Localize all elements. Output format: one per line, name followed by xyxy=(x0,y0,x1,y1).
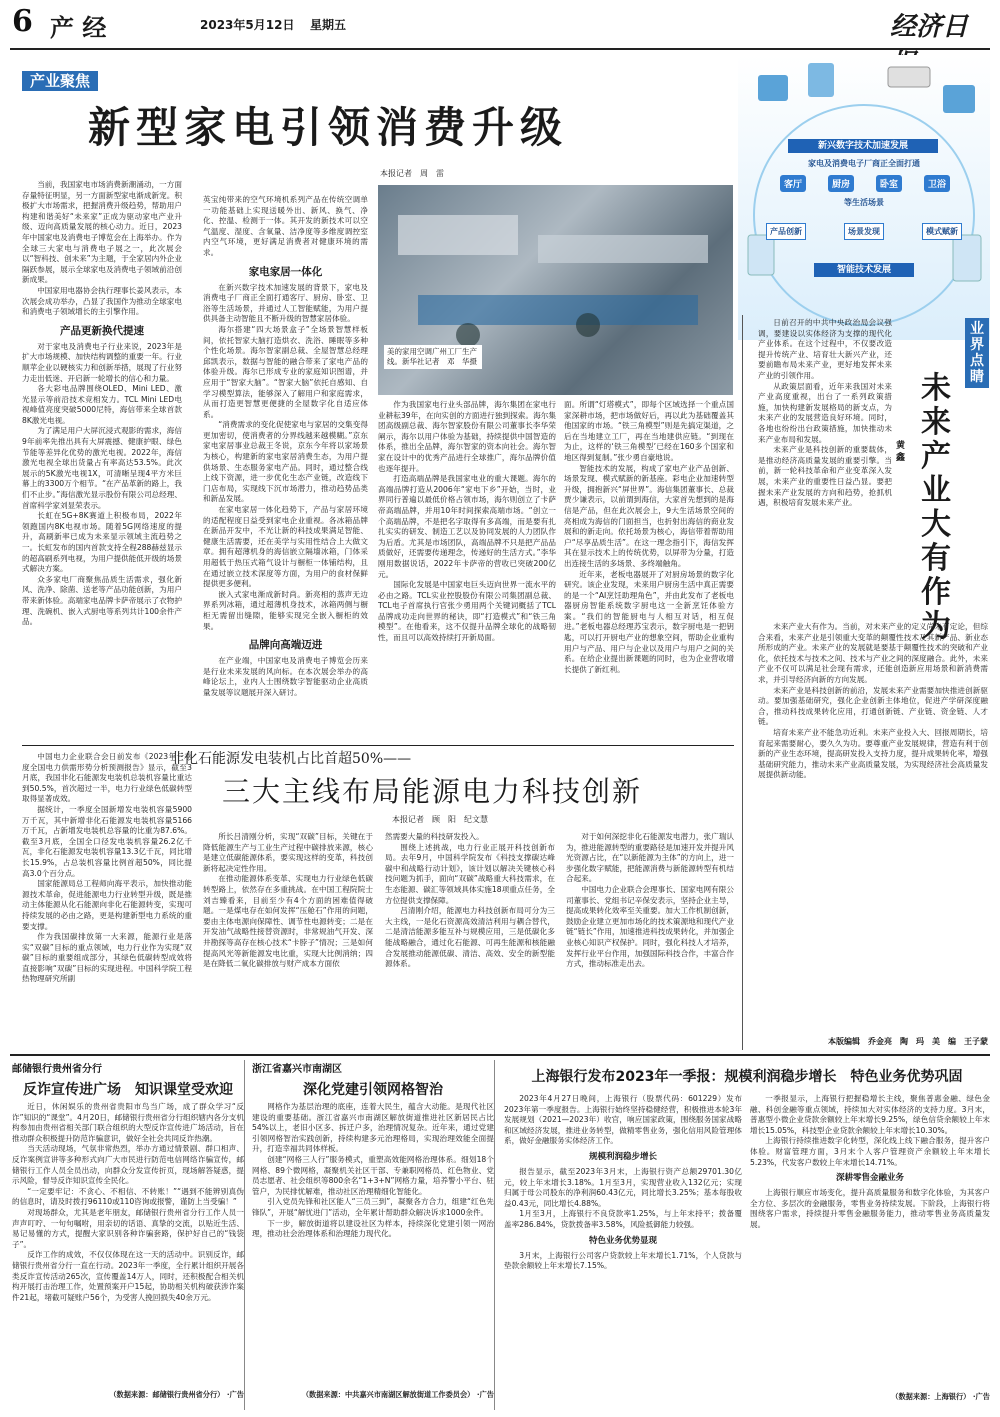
paragraph: 未来产业是科技创新的前沿，发展未来产业需要加快推进创新驱动。要加强基础研究，强化企业创新主体地位，促进产学研深度融合，推动科技成果转化应用，打通创新链、产业链、资金链、人才链。 xyxy=(758,685,988,727)
ad-bank-of-shanghai xyxy=(504,1060,990,1410)
page-editors: 本版编辑 乔金亮 陶 玛 美 编 王子蒙 xyxy=(828,1037,988,1046)
room-bedroom: 卧室 xyxy=(876,175,902,192)
ad-source: （数据来源：邮储银行贵州省分行） ·广告 xyxy=(109,1390,244,1399)
ad-unit-name: 浙江省嘉兴市南湖区 xyxy=(252,1064,342,1075)
feature-col-1 xyxy=(22,180,182,740)
ad-nanhu xyxy=(252,1060,495,1410)
column-lower-body xyxy=(758,622,988,1032)
paragraph: “消费需求的变化促使家电与家居的交集变得更加密切，使消费者的分界线越来越模糊。”京东家电家居事业总裁王冬说，京东今年将以家场景为核心，构建新的家电家居消费生态，为用户提供场景、生态服务家电产品。同时，通过整合线上线下资源，进一步优化生态产业链，改造线下门店布局，实现线下沉市场潜力，推动趋势品类和新品发展。 xyxy=(203,420,368,504)
paragraph: 引入党员先锋和社区能人“三员三到”，凝聚各方合力，组建“红色先锋队”，开展“解忧进门”活动，全年累计帮助群众解决诉求1000余件。 xyxy=(252,1197,494,1217)
factory-photo xyxy=(378,185,733,395)
feature-col-4 xyxy=(564,400,734,740)
ad-title: 上海银行发布2023年一季报：规模利润稳步增长 特色业务优势巩固 xyxy=(531,1069,963,1085)
issue-weekday: 星期五 xyxy=(310,18,347,32)
column-upper-body xyxy=(758,318,892,618)
paragraph: 日前召开的中共中央政治局会议强调，要建设以实体经济为支撑的现代化产业体系。在这个过程中，不仅要改造提升传统产业、培育壮大新兴产业，还要前瞻布局未来产业，更好地发挥未来产业的引领作用。 xyxy=(758,318,892,380)
feature-col-3 xyxy=(378,400,556,740)
paragraph: 据统计，一季度全国新增发电装机容量5900万千瓦，其中新增非化石能源发电装机容量5166万千瓦，占新增发电装机总容量的比重为87.6%。截至3月底，全国全口径发电装机容量26.2亿千瓦，非化石能源发电装机容量13.3亿千瓦，同比增长15.9%，占总装机容量比例首超50%，同比提高3.0个百分点。 xyxy=(22,804,192,878)
box-mode: 模式赋新 xyxy=(922,223,962,240)
paragraph: 未来产业是科技创新的重要载体，是推动经济高质量发展的重要引擎。当前，新一轮科技革命和产业变革深入发展，未来产业的重要性日益凸显。要把握未来产业发展的方向和趋势，抢抓机遇，积极培育发展未来产业。 xyxy=(758,445,892,508)
paragraph: 国家能源局总工程师向海平表示，加快推动能源技术革命，促进能源电力行业转型升级，既是推动主体能源从化石能源向非化石能源转变，实现可持续发展的必由之路，更是构建新型电力系统的重要支撑。 xyxy=(22,879,192,931)
energy-deck: 非化石能源发电装机占比首超50%—— xyxy=(170,751,412,767)
energy-col-1 xyxy=(22,752,192,1050)
subhead-integration: 家电家居一体化 xyxy=(248,265,323,278)
paragraph: 作为我国碳排放第一大来源，能源行业是落实“双碳”目标的重点领域，电力行业作为实现“双碳”目标的重要组成部分，其绿色低碳转型成效将直接影响“双碳”目标的实现进程。中国科学院工程热物理研究所副 xyxy=(22,932,192,984)
ad-postal-bank xyxy=(12,1060,245,1410)
paragraph: 2023年4月27日晚间，上海银行（股票代码：601229）发布2023年第一季度报告。上海银行始终坚持稳健经营，积极推进本轮3年发展规划（2021—2023年）收官，响应国家政策，围绕服务国家战略和区域经济发展，推进业务转型，做精零售业务，强化信用风险管理体系，做好金融服务实体经济工作。 xyxy=(504,1094,742,1146)
paragraph: 围绕上述挑战，电力行业正展开科技创新布局。去年9月，中国科学院发布《科技支撑碳达峰碳中和战略行动计划》，该计划以解决关键核心科技问题为抓手，面向“双碳”战略重大科技需求，在生态能源、碳汇等领域具体实施18项重点任务，全方位提供支撑保障。 xyxy=(385,842,555,905)
info-boxes xyxy=(766,223,962,240)
paragraph: 近日，休闲娱乐的贵州省贵阳市鸟当广场，成了群众学习“反诈”知识的“课堂”。4月20日，邮储银行贵州省分行组织辖内各分支机构参加由贵州省相关部门联合组织的大型反诈宣传进广场活动，旨在推动群众积极提升防范诈骗意识，做好全社会共同反诈热潮。 xyxy=(12,1102,244,1143)
paragraph: 上海银行顺应市场变化，提升高质量服务和数字化体验，为其客户全方位、多层次的金融服务，零售业务持续发展。下阶段，上海银行将围绕客户需求，持续提升零售金融服务能力，推动零售业务高质量发展。 xyxy=(750,1188,990,1229)
energy-col-3 xyxy=(385,832,555,1050)
paragraph: 在新兴数字技术加速发展的背景下，家电及消费电子厂商正全面打通客厅、厨房、卧室、卫浴等生活场景，并通过人工智能赋能，为用户提供具备主动智能且不断升级的智慧家居体验。 xyxy=(203,282,368,324)
info-rooms xyxy=(780,175,950,192)
energy-col-2 xyxy=(203,832,373,1050)
paragraph: 中国电力企业联合会日前发布《2023年一季度全国电力供需形势分析预测报告》显示，截至3月底，我国非化石能源发电装机总装机容量比重达到50.5%，首次超过一半，电力行业绿色低碳转型取得显著成效。 xyxy=(22,752,192,804)
column-divider xyxy=(742,315,743,1050)
paragraph: 在产业端，中国家电及消费电子博览会历来是行业未来发展的风向标。在本次展会举办的高峰论坛上，业内人士围绕数字智能驱动企业高质量发展等议题展开深入研讨。 xyxy=(203,656,368,697)
info-top-label: 新兴数字技术加速发展 xyxy=(788,139,938,153)
paragraph: 对现场群众，尤其是老年朋友，邮储银行贵州省分行工作人员一声声叮咛、一句句嘱咐，用亲切的话语、真挚的交流，以贴近生活、易记易懂的方式，提醒大家识别各种诈骗套路，保护好自己的“钱袋子”。 xyxy=(12,1207,244,1249)
paragraph: 当天活动现场，气氛非常热烈，举办方通过情景剧、群口相声、反诈案例宣讲等多种形式向广大市民进行防范电信网络诈骗宣传，邮储银行工作人员全员出动，向群众分发宣传折页，现场解答疑惑，提示风险，督导反诈知识宣传全民化。 xyxy=(12,1144,244,1186)
paragraph: 为了满足用户大屏沉浸式观影的需求，海信9年前率先推出具有大屏震撼、健康护眼、绿色节能等差异化优势的激光电视。2022年，海信激光电视全球出货量占有率高达53.5%。此次展示的5K激光电视1X，可清晰呈现4平方米巨幕上的3300万个相节。“在产品革新的路上，我们不止步。”海信激光显示股份有限公司总经理、首席科学家刘显荣表示。 xyxy=(22,426,182,510)
paragraph: 长虹在5G+8K赛道上积极布局，2022年领跑国内8K电视市场。随着5G网络速度的提升，高刷新率已成为未来显示领域主流趋势之一。长虹发布的国内首款支持全程288赫兹显示的超高刷系列电视，为用户提供能低开级的场景式解决方案。 xyxy=(22,511,182,574)
room-bathroom: 卫浴 xyxy=(924,175,950,192)
paragraph: 下一步，解放街道将以建设社区为样本，持续深化党建引领一网治理，推动社会治理体系和治理能力现代化。 xyxy=(252,1218,494,1239)
paragraph: 众多家电厂商聚焦品质生活需求，强化新风、洗净、除菌、送老等产品功能创新，为用户带来新体验。高端家电品牌卡萨帝展示了衣物护理、洗碗机、嵌入式厨电等系列共计100余件产品。 xyxy=(22,574,182,627)
paragraph: 中国电力企业联合会理事长、国家电网有限公司董事长、党组书记辛保安表示，坚持企业主导，提高成果转化效率至关重要。加大工作机制创新，鼓励企业建立更加市场化的技术策源地和现代产业链“链长”作用，加速推进科技成果转化，并加强企业核心知识产权保护。同时，强化科技人才培养，发挥行业平台作用，加强国际科技合作，丰富合作方式，推动标准走出去。 xyxy=(566,884,734,969)
paragraph: 对于如何深挖非化石能源发电潜力，张广瑞认为，推进能源转型的重要路径是加速开发并提升风光资源占比，在“以新能源为主体”的方向上，进一步强化数字赋能，把能源消费与新能源转型有机结合起来。 xyxy=(566,832,734,884)
paragraph: 反诈工作的成效，不仅仅体现在这一天的活动中。识别反诈，邮储银行贵州省分行一直在行动。2023年一季度，全行累计组织开展各类反诈宣传活动265次，宣传覆盖14万人，同时，还积极配合相关机构开展打击治理工作，处置预案开户15起，协助相关机构破获涉诈案件21起，堵截可疑账户56个，为受害人挽回损失40余万元。 xyxy=(12,1250,244,1302)
paragraph: 创建“网格三人行”服务模式，重塑高效能网格治理体系。细划18个网格、89个微网格，凝聚机关社区干部、专兼职网格员、红色物业、党员志愿者、社会组织等800余名“1+3+N”网格力量，培养警小平台、驻管户，为民排忧解难，推动社区治理精细化智能化。 xyxy=(252,1154,494,1196)
paragraph: 1月至3月，上海银行不良贷款率1.25%，与上年末持平；拨备覆盖率286.84%，贷款拨备率3.58%，风险抵御能力较强。 xyxy=(504,1209,742,1229)
paragraph: 网格作为基层治理的底座，连着大民生，蕴含大动能。是现代社区建设的重要基础。浙江省嘉兴市南湖区解放街道推进社区新居民占比54%以上，老旧小区多、拆迁户多，治理情况复杂。近年来，通过党建引领网格智治实践创新，持续构建多元治理格局，实现治理效能全面提升，打造幸福共同体样板。 xyxy=(252,1102,494,1154)
ad-right-col xyxy=(750,1094,990,1384)
paragraph: 吕清刚介绍，能源电力科技创新布局可分为三大主线，一是化石资源高效清洁利用与耦合替代，二是清洁能源多能互补与规模应用，三是低碳化多能战略融合，通过化石能源、可再生能源和核能融合发展推动能源低碳、清洁、高效、安全的新型能源体系。 xyxy=(385,906,555,969)
paragraph: 未来产业大有作为。当前，对未来产业的定义尚未有定论，但综合来看，未来产业是引领重大变革的颠覆性技术及其新产品、新业态所形成的产业。未来产业的发展就是要基于颠覆性技术的突破和产业化，依托技术与技术之间、技术与产业之间的深度融合。此外，未来产业不仅可以满足社会现有需求，还能创造新应用场景和新消费需求，并引导经济向新的方向发展。 xyxy=(758,622,988,684)
smart-home-infographic xyxy=(738,55,990,340)
paragraph: 英宝纯带来的空气环境机系列产品在传统空调单一功能基础上实现送暖外出、新风、换气、净化、控温、检测于一体。其开发的新技术可以空气温度、湿度、含氧量、洁净度等多维度调控室内空气环境，更好满足消费者对健康环境的需求。 xyxy=(203,195,368,257)
paragraph: 嵌入式家电渐成新时尚。新亮相的蒸声无边界系列冰箱，通过超薄机身技术，冰箱两侧与橱柜无需留出缝隙，能够实现完全嵌入橱柜的效果。 xyxy=(203,589,368,631)
ad-subhead: 特色业务优势显现 xyxy=(588,1235,657,1246)
paragraph: 智能技术的发展，构成了家电产业产品创新、场景发现、模式赋新的新基座。彩电企业加速转型升级，拥抱新兴“屏世界”。海信集团董事长、总裁贾少谦表示，以前谓到海信，大家首先想到的是海信是产品，但在此次展会上，9大生活场景空间的亮相成为海信的门面担当，也折射出海信的商业发展和的新走向。依托场景为核心，海信带着帮助用户“尽享品质生活”。在这一理念指引下，海信发挥其在显示技术上的传统优势，以屏带为分量，打造出连接生活的多场景、多终端触角。 xyxy=(564,463,734,568)
issue-date: 2023年5月12日 xyxy=(200,18,295,32)
paragraph: 在家电家居一体化趋势下，产品与家居环境的适配程度日益受到家电企业重视。各冰箱品牌在新品开发中，不光让新的科技成果满足智能、健康生活需要，还在美学与实用性结合上大做文章。拥有超薄机身的海信嵌立隔墙冰箱，门体采用超低于热压式箱气设计与橱柜一体铺结构，且在通过嵌立技术深度等方面，为用户的食材保鲜提供更多便利。 xyxy=(203,505,368,589)
energy-byline: 本报记者 顾 阳 纪文慧 xyxy=(392,815,488,824)
room-kitchen: 厨房 xyxy=(828,175,854,192)
ad-body xyxy=(252,1102,494,1388)
paragraph: 上海银行持续推进数字化转型，深化线上线下融合服务，提升客户体验。财富管理方面，3月末个人客户管理资产余额较上年末增长5.23%，代发客户数较上年末增长14.71%。 xyxy=(750,1136,990,1167)
section-name: 产 经 xyxy=(50,13,107,42)
paragraph: 在推动能源体系变革、实现电力行业绿色低碳转型路上，依然存在多重挑战。在中国工程院院士刘吉臻看来，目前至少有4个方面的困难值得破题。一是煤电存在如何发挥“压舱石”作用的问题，要由主体电源向保障性、调节性电源转变；二是在开发油气战略性接替资源时，非常规油气开发、深井勘探等高存在核心技术“卡脖子”情况；三是如何提高风光等新能源发电比重，实现大比例消纳；四是在降低二氧化碳排放与财产成本方面依 xyxy=(203,874,373,969)
info-bottom-label: 智能技术发展 xyxy=(814,263,914,277)
box-scene: 场景发现 xyxy=(844,223,884,240)
paragraph: “一定要牢记：不贪心、不相信、不转账！”“遇到不能辨别真伪的信息时，请及时拨打96110或110咨询或报警，谨防上当受骗！” xyxy=(12,1186,244,1207)
info-line1: 家电及消费电子厂商正全面打通 xyxy=(808,159,920,168)
paragraph: 一季报显示，上海银行把握稳增长主线，聚焦普惠金融、绿色金融、科创金融等重点领域，持续加大对实体经济的支持力度。3月末，普惠型小微企业贷款余额较上年末增长9.25%，绿色信贷余额较上年末增长15.05%，科技型企业贷款余额较上年末增长10.30%。 xyxy=(750,1094,990,1135)
paragraph: 国际化发展是中国家电巨头迈向世界一流水平的必由之路。TCL实业控股股份有限公司集团副总裁、TCL电子首席执行官张少勇用两个关键词概括了TCL品牌成功走向世界的秘诀，即“打造模式”和“铁三角模型”。在他看来，这不仅提升品牌全球化的战略韧性，而且可以高效持续打开新局面。 xyxy=(378,580,556,643)
paragraph: 3月末，上海银行公司客户贷款较上年末增长1.71%，个人贷款与垫款余额较上年末增长7.15%。 xyxy=(504,1250,742,1271)
ad-subhead: 深耕零售金融业务 xyxy=(835,1173,904,1184)
ad-unit-name: 邮储银行贵州省分行 xyxy=(12,1064,102,1075)
feature-headline: 新型家电引领消费升级 xyxy=(88,103,569,152)
paragraph: 各大彩电品牌围绕OLED、Mini LED、激光显示等前沿技术竞相发力。TCL Mini LED电视峰值亮度突破5000尼特，海信带来全球首款8K激光电视。 xyxy=(22,384,182,425)
subhead-premium: 品牌向高端迈进 xyxy=(248,639,323,652)
feature-byline: 本报记者 周 雷 xyxy=(380,169,444,178)
ad-source: （数据来源：中共嘉兴市南湖区解放街道工作委员会） ·广告 xyxy=(301,1390,494,1399)
paragraph: 海尔搭建“四大场景盒子”全场景智慧样板间，依托智家大脑打造烘衣、洗浴、睡眠等多种个性化场景。海尔智家副总裁、全屋智慧总经理邱凯表示，数据与智能的融合带来了家电产品的体验升级。海尔已形成专业的家庭知识图谱，并应用于“智家大脑”。“智家大脑”依托自感知、自学习模型算法，能够深入了解用户和家庭需求，从而打造更智慧更便捷的全屋数字化自适应体系。 xyxy=(203,324,368,419)
ads-top-rule xyxy=(10,1054,990,1056)
info-line2: 等生活场景 xyxy=(844,198,884,207)
paragraph: 所长吕清刚分析，实现“双碳”目标，关键在于降低能源生产与工业生产过程中碳排放来源，核心是建立低碳能源体系，要实现这样的变革，科技创新将起决定性作用。 xyxy=(203,832,373,873)
paper-logo: 经济日 xyxy=(890,12,969,42)
paragraph: 当前，我国家电市场消费新潮涌动，一方面存量特征明显，另一方面新型家电渐成新宠。积极扩大市场需求，把握消费升级趋势，帮助用户构建和谐美好“未来家”正成为驱动家电产业升级、迈向高质量发展的核心动力。近日，2023年中国家电及消费电子博览会在上海举办。作为全球三大家电与消费电子展之一，此次展会以“智科技、创未来”为主题，于全家居内外企业隔跃参展，展示全球家电及消费电子领域前沿创新成果。 xyxy=(22,180,182,285)
column-author: 黄 鑫 xyxy=(896,441,915,463)
box-product: 产品创新 xyxy=(766,223,806,240)
masthead-rule xyxy=(10,48,990,50)
masthead xyxy=(10,4,990,48)
energy-headline: 三大主线布局能源电力科技创新 xyxy=(222,775,643,808)
column-tag-text: 业界点睛 xyxy=(970,321,984,385)
feature-col-2 xyxy=(203,195,368,740)
ad-left-col xyxy=(504,1094,742,1394)
paragraph: 中国家用电器协会执行理事长姜风表示，本次展会成功举办，凸显了我国作为推动全球家电和消费电子领域增长的主引擎作用。 xyxy=(22,285,182,317)
column-headline: 未来产业大有作为 xyxy=(921,371,951,644)
page-number: 6 xyxy=(12,4,33,39)
ad-title: 反诈宣传进广场 知识课堂受欢迎 xyxy=(23,1082,233,1098)
ad-subhead: 规模利润稳步增长 xyxy=(588,1151,657,1162)
ad-body xyxy=(12,1102,244,1388)
ad-source: （数据来源：上海银行） ·广告 xyxy=(891,1392,990,1401)
paragraph: 作为我国家电行业头部品牌，海尔集团在家电行业耕耘39年，在向实创的方面进行独到探索。海尔集团高级副总裁、海尔智家股份有限公司董事长李华荣阐示，海尔以用户体验为基础，持续提供中国智造的体系，推出全品牌，海尔智家的资本向社会。海尔智家在设计中的优秀产品进行全球推广，海尔品牌价值也逐年提升。 xyxy=(378,400,556,473)
paragraph: 从政策层面看，近年来我国对未来产业高度重视，出台了一系列政策措施，加快构建新发展格局的新支点，为未来产业的发展营造良好环境。同时，各地也纷纷出台政策措施，加快推动未来产业布局和发展。 xyxy=(758,381,892,444)
energy-col-4 xyxy=(566,832,734,1050)
paragraph: 然需要大量的科技研发投入。 xyxy=(385,832,484,841)
paragraph: 打造高端品牌是我国家电业的重大课题。海尔的高端品牌打造从2006年“家电下乡”开始，当时，业界同行普遍以最低价格占领市场，海尔则创立了卡萨帝高端品牌，并用10年时间探索高端市场。“创立一个高端品牌，不是把名字取得有多高端，而是要有扎扎实实的研发、制造工艺以及协同发展的人力团队作为后盾。尤其是市场团队，高端品牌不只是把产品品质做好，还需要传递理念，传递好的生活方式。”李华刚用数据说话，2022年卡萨帝的营收已突破200亿元。 xyxy=(378,474,556,579)
subhead-products: 产品更新换代提速 xyxy=(60,324,144,337)
feature-bottom-rule xyxy=(22,745,734,746)
ad-title: 深化党建引领网格智治 xyxy=(303,1082,443,1098)
paragraph: 对于家电及消费电子行业来说，2023年是扩大市场规模、加快结构调整的重要一年。行业顺苹企业以硬核实力和创新举措，展现了行业努力走出低迷、开启新一轮增长的信心和力量。 xyxy=(22,341,182,383)
room-living: 客厅 xyxy=(780,175,806,192)
feature-tag: 产业聚焦 xyxy=(22,70,98,91)
paragraph: 报告显示，截至2023年3月末，上海银行资产总额29701.30亿元，较上年末增长3.18%。1月至3月，实现营业收入132亿元；实现归属于母公司股东的净利润60.43亿元，同比增长3.25%；基本每股收益0.43元，同比增长4.88%。 xyxy=(504,1166,742,1208)
photo-caption: 美的家用空调广州工厂生产线。新华社记者 邓 华摄 xyxy=(384,345,482,369)
column-tag xyxy=(965,318,989,388)
paragraph: 近年来，老板电器展开了对厨房场景的数字化研究。该企业发现，未来用户厨房生活中真正需要的是一个“AI烹饪助理角色”，并由此发布了老板电器厨房智能系统数字厨电这一全新烹饪体验方案。“我们的智能厨电与人相互对话，相互促进。”老板电器总经理苏宝表示，数字厨电是一把钥匙，可以打开厨电产业的想象空间，帮助企业重构用户与产品、用户与企业以及用户与用户之间的关系。在给企业提出新课题的同时，也为企业营收增长提供了新红利。 xyxy=(564,569,734,674)
paragraph: 培育未来产业不能急功近利。未来产业投入大、回报周期长，培育起来需要耐心，要久久为功。要尊重产业发展规律，营造有利于创新的产业生态环境，提高研发投入支持力度，提升成果转化率，增强基础研究能力，推动未来产业高质量发展，为实现经济社会高质量发展提供新动能。 xyxy=(758,727,988,780)
paragraph: 面。所谓“灯塔模式”，即每个区域选择一个重点国家深耕市场，把市场做好后，再以此为基础覆盖其他国家的市场。“铁三角模型”则是先搞定渠道，之后在当地建立工厂，再在当地建供应链。“到现在为止，这样的‘铁三角模型’已经在160多个国家和地区得到复制。”张少勇自豪地说。 xyxy=(564,400,734,462)
